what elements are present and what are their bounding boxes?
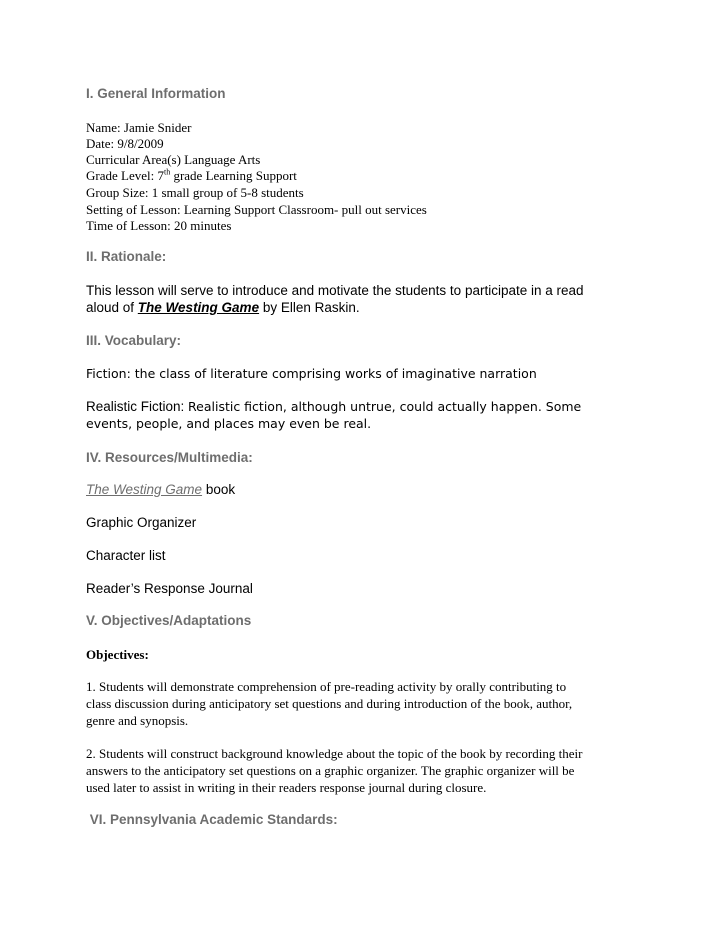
vocab-realistic-text: Realistic fiction, although untrue, could actually happen. Some — [188, 399, 582, 414]
rationale-line-1: This lesson will serve to introduce and motivate the students to participate in a read — [86, 283, 584, 298]
resource-response-journal: Reader’s Response Journal — [86, 581, 253, 596]
section-heading-vocabulary: III. Vocabulary: — [86, 333, 182, 348]
objectives-subheading: Objectives: — [86, 647, 149, 662]
objective-1-line-2: class discussion during anticipatory set questions and during introduction of the book, author, — [86, 696, 573, 711]
grade-suffix: grade Learning Support — [170, 168, 297, 183]
rationale-line-2 — [86, 298, 360, 318]
resource-book — [86, 480, 235, 500]
vocab-realistic-line-2: events, people, and places may even be real. — [86, 416, 372, 431]
objective-1-line-3: genre and synopsis. — [86, 713, 189, 728]
resource-book-title: The Westing Game — [86, 482, 203, 497]
section-heading-resources: IV. Resources/Multimedia: — [86, 450, 253, 465]
date-line: Date: 9/8/2009 — [86, 136, 164, 151]
grade-prefix: Grade Level: 7 — [86, 168, 164, 183]
time-line: Time of Lesson: 20 minutes — [86, 218, 232, 233]
name-line: Name: Jamie Snider — [86, 120, 192, 135]
group-size-line: Group Size: 1 small group of 5-8 students — [86, 185, 304, 200]
resource-graphic-organizer: Graphic Organizer — [86, 515, 197, 530]
vocab-realistic-label: Realistic Fiction: — [86, 399, 189, 414]
section-heading-standards: VI. Pennsylvania Academic Standards: — [86, 812, 338, 827]
grade-sup: th — [163, 167, 171, 177]
book-title-link: The Westing Game — [137, 300, 260, 315]
resource-character-list: Character list — [86, 548, 166, 563]
rationale-prefix: aloud of — [86, 300, 138, 315]
section-heading-objectives: V. Objectives/Adaptations — [86, 613, 252, 628]
resource-book-suffix: book — [202, 482, 236, 497]
section-heading-rationale: II. Rationale: — [86, 249, 167, 264]
objective-2-line-3: used later to assist in writing in their readers response journal during closure. — [86, 780, 487, 795]
vocab-fiction: Fiction: the class of literature comprising works of imaginative narration — [86, 366, 537, 381]
rationale-suffix: by Ellen Raskin. — [259, 300, 360, 315]
objective-1-line-1: 1. Students will demonstrate comprehension of pre-reading activity by orally contributing to — [86, 679, 567, 694]
objective-2-line-1: 2. Students will construct background knowledge about the topic of the book by recording their — [86, 746, 583, 761]
objective-2-line-2: answers to the anticipatory set questions on a graphic organizer. The graphic organizer will be — [86, 763, 575, 778]
section-heading-general: I. General Information — [86, 86, 226, 101]
curricular-line: Curricular Area(s) Language Arts — [86, 152, 261, 167]
setting-line: Setting of Lesson: Learning Support Classroom- pull out services — [86, 202, 427, 217]
grade-line — [86, 168, 297, 185]
